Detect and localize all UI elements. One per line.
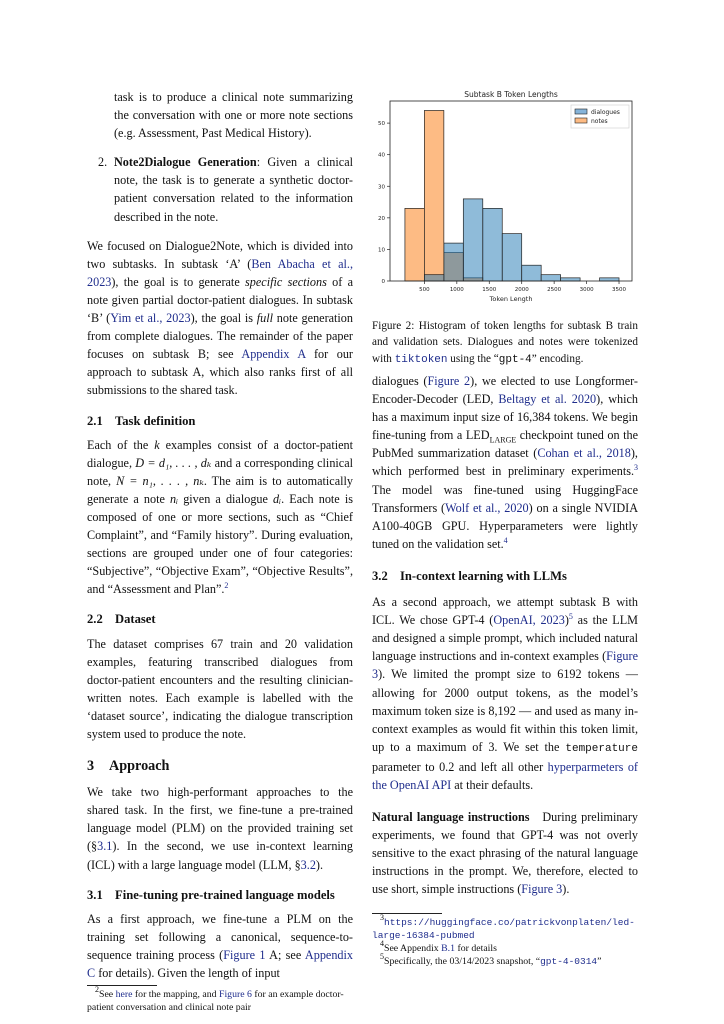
text: checkpoint tuned on the PubMed summarization dataset ( [372, 428, 638, 461]
icl-paragraph [372, 593, 638, 794]
footnote-mark: 4 [380, 938, 384, 948]
chart-title: Subtask B Token Lengths [464, 90, 558, 99]
legend-label-notes: notes [591, 118, 608, 125]
nli-paragraph [372, 808, 638, 898]
citation-link[interactable]: Ben Abacha et al., 2023 [87, 256, 353, 289]
footnote-mark: 2 [95, 985, 99, 995]
footnote-area [87, 985, 353, 1014]
section-number: 3.2 [372, 568, 388, 583]
histogram-bar-dialogues [541, 275, 560, 281]
math: D = d₁, . . . , dₖ [135, 455, 212, 470]
text: for the mapping, and [132, 989, 219, 1001]
task-definition-paragraph [87, 436, 353, 599]
text: The model was fine-tuned using HuggingFace Transformers ( [372, 482, 638, 515]
histogram-bar-dialogues [600, 278, 619, 281]
text: at their defaults. [451, 777, 534, 792]
section-link[interactable]: 3.1 [97, 839, 113, 854]
section-heading-3-1 [87, 886, 353, 904]
footnote-4 [372, 938, 638, 955]
citation-link[interactable]: Wolf et al., 2020 [445, 500, 529, 515]
appendix-link[interactable]: Appendix A [241, 347, 306, 362]
footnote-area [372, 913, 638, 968]
legend-label-dialogues: dialogues [591, 109, 620, 116]
dataset-paragraph: The dataset comprises 67 train and 20 validation examples, featuring transcribed dialogues from doctor-patient encounters and the resulting clinician-written notes. Each example is labelled with the ‘dataset source’, indicating the dialogue transcription system used to produce the note. [87, 636, 353, 741]
list-text: : Given a clinical note, the task is to generate a synthetic doctor-patient conversation related to the information described in the note. [114, 155, 353, 224]
section-heading-3-2 [372, 567, 638, 585]
focus-paragraph [87, 237, 353, 400]
text: Histogram of token lengths for subtask B train and validation sets. Dialogues and notes were tokenized with [372, 320, 638, 365]
histogram-bar-dialogues [463, 199, 482, 281]
math: nᵢ [170, 491, 179, 506]
text: We take two high-performant approaches to the shared task. In the first, we fine-tune a pre-trained language model (PLM) on the provided training set (§ [87, 785, 353, 854]
finetune-paragraph [87, 910, 353, 982]
section-number: 2.1 [87, 413, 103, 428]
led-paragraph [372, 372, 638, 553]
text: for details [455, 942, 497, 954]
footnote-ref[interactable]: 3 [634, 463, 638, 473]
x-tick-label: 1500 [482, 287, 497, 293]
text: examples consist of a doctor-patient dialogue, [87, 437, 353, 470]
text: ). [315, 857, 324, 872]
huggingface-url-link[interactable]: https://huggingface.co/patrickvonplaten/led-large-16384-pubmed [372, 916, 635, 941]
histogram-bar-notes [405, 208, 424, 281]
code-link[interactable]: gpt-4-0314 [540, 955, 598, 967]
emphasis: specific sections [245, 274, 327, 289]
text: ” encoding. [531, 352, 584, 365]
x-axis-label: Token Length [489, 295, 533, 303]
section-number: 3.1 [87, 887, 103, 902]
histogram-figure [370, 85, 645, 310]
histogram-bar-dialogues [522, 265, 541, 281]
section-title: Fine-tuning pre-trained language models [115, 887, 335, 902]
text: parameter to 0.2 and left all other [372, 759, 548, 774]
citation-link[interactable]: Yim et al., 2023 [110, 311, 191, 326]
approach-paragraph [87, 783, 353, 873]
figure-link[interactable]: Figure 6 [219, 989, 252, 1001]
text: ) [564, 613, 569, 628]
section-title: Approach [109, 758, 170, 775]
footnote-mark: 3 [380, 912, 384, 922]
section-title: In-context learning with LLMs [400, 568, 567, 583]
figure-link[interactable]: Figure 2 [427, 374, 471, 388]
math: N = n₁, . . . , nₖ [116, 473, 204, 488]
footnote-ref[interactable]: 4 [503, 535, 508, 545]
x-tick-label: 3500 [612, 287, 627, 293]
legend-swatch-notes [575, 118, 587, 123]
text: as the LLM and designed a simple prompt, which included natural language instructions and in-context examples ( [372, 613, 638, 664]
code: gpt-4 [498, 353, 532, 366]
text: ), which performed best in preliminary experiments. [372, 446, 638, 479]
y-tick-label: 0 [381, 279, 385, 285]
footnote-5 [372, 951, 638, 968]
text: ). We limited the prompt size to 6192 tokens — allowing for 2000 output tokens, as the model’s maximum token size is 8,192 — and used as many in-context examples as would fit within this token limit, up to a maximum of 3. We set the [372, 667, 638, 754]
section-number: 3 [87, 758, 95, 775]
footnote-mark: 5 [380, 951, 384, 961]
chart-legend [571, 105, 629, 128]
x-tick-label: 1000 [449, 287, 464, 293]
y-tick-label: 40 [378, 152, 385, 159]
x-axis-ticks [419, 281, 626, 293]
caption-label: Figure 2: [372, 320, 415, 332]
x-tick-label: 2000 [514, 287, 529, 293]
text: Specifically, the 03/14/2023 snapshot, “ [384, 955, 541, 967]
text: ). In the second, we use in-context learning (ICL) with a large language model (LLM, § [87, 839, 353, 872]
text: ), the goal is [190, 311, 257, 326]
tiktoken-link[interactable]: tiktoken [394, 353, 448, 366]
text: See [99, 989, 116, 1001]
section-title: Task definition [115, 413, 196, 428]
figure-link[interactable]: Figure 1 [223, 947, 266, 962]
footnote-2 [87, 985, 353, 1014]
text: We focused on Dialogue2Note, which is divided into two subtasks. In subtask ‘A’ ( [87, 238, 353, 271]
bars-group [405, 110, 619, 281]
emphasis: full [256, 311, 274, 326]
footnote-3 [372, 912, 638, 942]
section-heading-3 [87, 757, 353, 775]
text: ), the goal is to generate [111, 274, 246, 289]
text: given a dialogue [178, 491, 274, 506]
appendix-link[interactable]: B.1 [441, 942, 456, 954]
histogram-chart [370, 85, 645, 310]
math: k [154, 437, 160, 452]
text: for an example doctor-patient conversation and clinical note pair [87, 989, 344, 1014]
here-link[interactable]: here [115, 989, 133, 1001]
text: See Appendix [384, 942, 442, 954]
citation-link[interactable]: OpenAI, 2023 [493, 613, 565, 628]
legend-swatch-dialogues [575, 109, 587, 114]
section-heading-2-1 [87, 412, 353, 430]
text: using the “ [447, 352, 499, 365]
text: As a second approach, we attempt subtask B with ICL. We chose GPT-4 ( [372, 595, 638, 628]
y-tick-label: 10 [378, 247, 385, 254]
text: ), which has a maximum input size of 16,384 tokens. We begin fine-tuning from a LED [372, 392, 638, 443]
text: As a first approach, we fine-tune a PLM on the training set following a canonical, sequence-to-sequence training process ( [87, 911, 353, 962]
text: During preliminary experiments, we found that GPT-4 was not overly sensitive to the exact phrasing of the natural language instructions in the prompt. We, therefore, elected to use short, simple instructions ( [372, 810, 638, 897]
text: for our approach to subtask A, which also ranks first of all submissions to the shared task. [87, 347, 353, 398]
text: dialogues ( [372, 374, 428, 388]
citation-link[interactable]: Cohan et al., 2018 [537, 446, 631, 461]
footnote-ref[interactable]: 5 [568, 612, 573, 622]
citation-link[interactable]: Beltagy et al. 2020 [498, 392, 597, 407]
x-tick-label: 2500 [547, 287, 562, 293]
paragraph-heading: Natural language instructions [372, 810, 530, 825]
y-tick-label: 20 [378, 215, 385, 222]
right-column [372, 372, 638, 968]
section-heading-2-2 [87, 610, 353, 628]
list-term: Note2Dialogue Generation [114, 155, 257, 170]
text: note generation from complete dialogues. The remainder of the paper focuses on subtask B; see [87, 311, 353, 362]
text: ” [597, 955, 602, 967]
text: Each of the [87, 437, 155, 452]
section-title: Dataset [115, 612, 156, 627]
openai-api-link[interactable]: hyperparmeters of the OpenAI API [372, 759, 638, 792]
x-tick-label: 500 [419, 287, 430, 293]
histogram-bar-dialogues [444, 243, 463, 281]
figure-link[interactable]: Figure 3 [372, 649, 638, 682]
text: . Each note is composed of one or more sections, such as “Chief Complaint”, and “Family history”. During evaluation, sections are grouped under one of four categories: “Subjective”, “Objective Exam”, “Objective Results”, and “Assessment and Plan”. [87, 491, 353, 597]
text: A; see [265, 947, 305, 962]
text: . The aim is to automatically generate a note [87, 473, 353, 506]
code: temperature [565, 742, 638, 755]
y-tick-label: 50 [378, 121, 385, 128]
list-item-2 [87, 153, 353, 225]
section-number: 2.2 [87, 612, 103, 627]
text: ). [562, 882, 570, 897]
figure-caption [372, 318, 638, 368]
left-column [87, 88, 353, 1014]
subscript: LARGE [489, 435, 517, 445]
figure-link[interactable]: Figure 3 [521, 882, 563, 897]
text: ), we elected to use Longformer-Encoder-Decoder (LED, [372, 374, 638, 407]
histogram-bar-notes [424, 110, 443, 281]
text: of a note given partial doctor-patient dialogues. In subtask ‘B’ ( [87, 274, 354, 326]
list-item-1-continuation: task is to produce a clinical note summarizing the conversation with one or more note sections (e.g. Assessment, Past Medical History). [114, 90, 353, 141]
histogram-bar-dialogues [424, 275, 443, 281]
y-tick-label: 30 [378, 184, 385, 191]
footnote-ref[interactable]: 2 [224, 581, 229, 591]
text: and a corresponding clinical note, [87, 455, 354, 488]
x-tick-label: 3000 [579, 287, 594, 293]
text: for details). Given the length of input [95, 966, 280, 981]
appendix-link[interactable]: Appendix C [87, 947, 353, 981]
section-link[interactable]: 3.2 [300, 857, 316, 872]
histogram-bar-dialogues [561, 278, 580, 281]
histogram-bar-dialogues [502, 234, 521, 281]
histogram-bar-dialogues [483, 208, 502, 281]
text: ) on a single NVIDIA A100-40GB GPU. Hyperparameters were lightly tuned on the validation set. [372, 500, 638, 551]
y-axis-ticks [378, 121, 390, 285]
list-marker: 2. [98, 155, 108, 170]
math: dᵢ [273, 491, 282, 506]
